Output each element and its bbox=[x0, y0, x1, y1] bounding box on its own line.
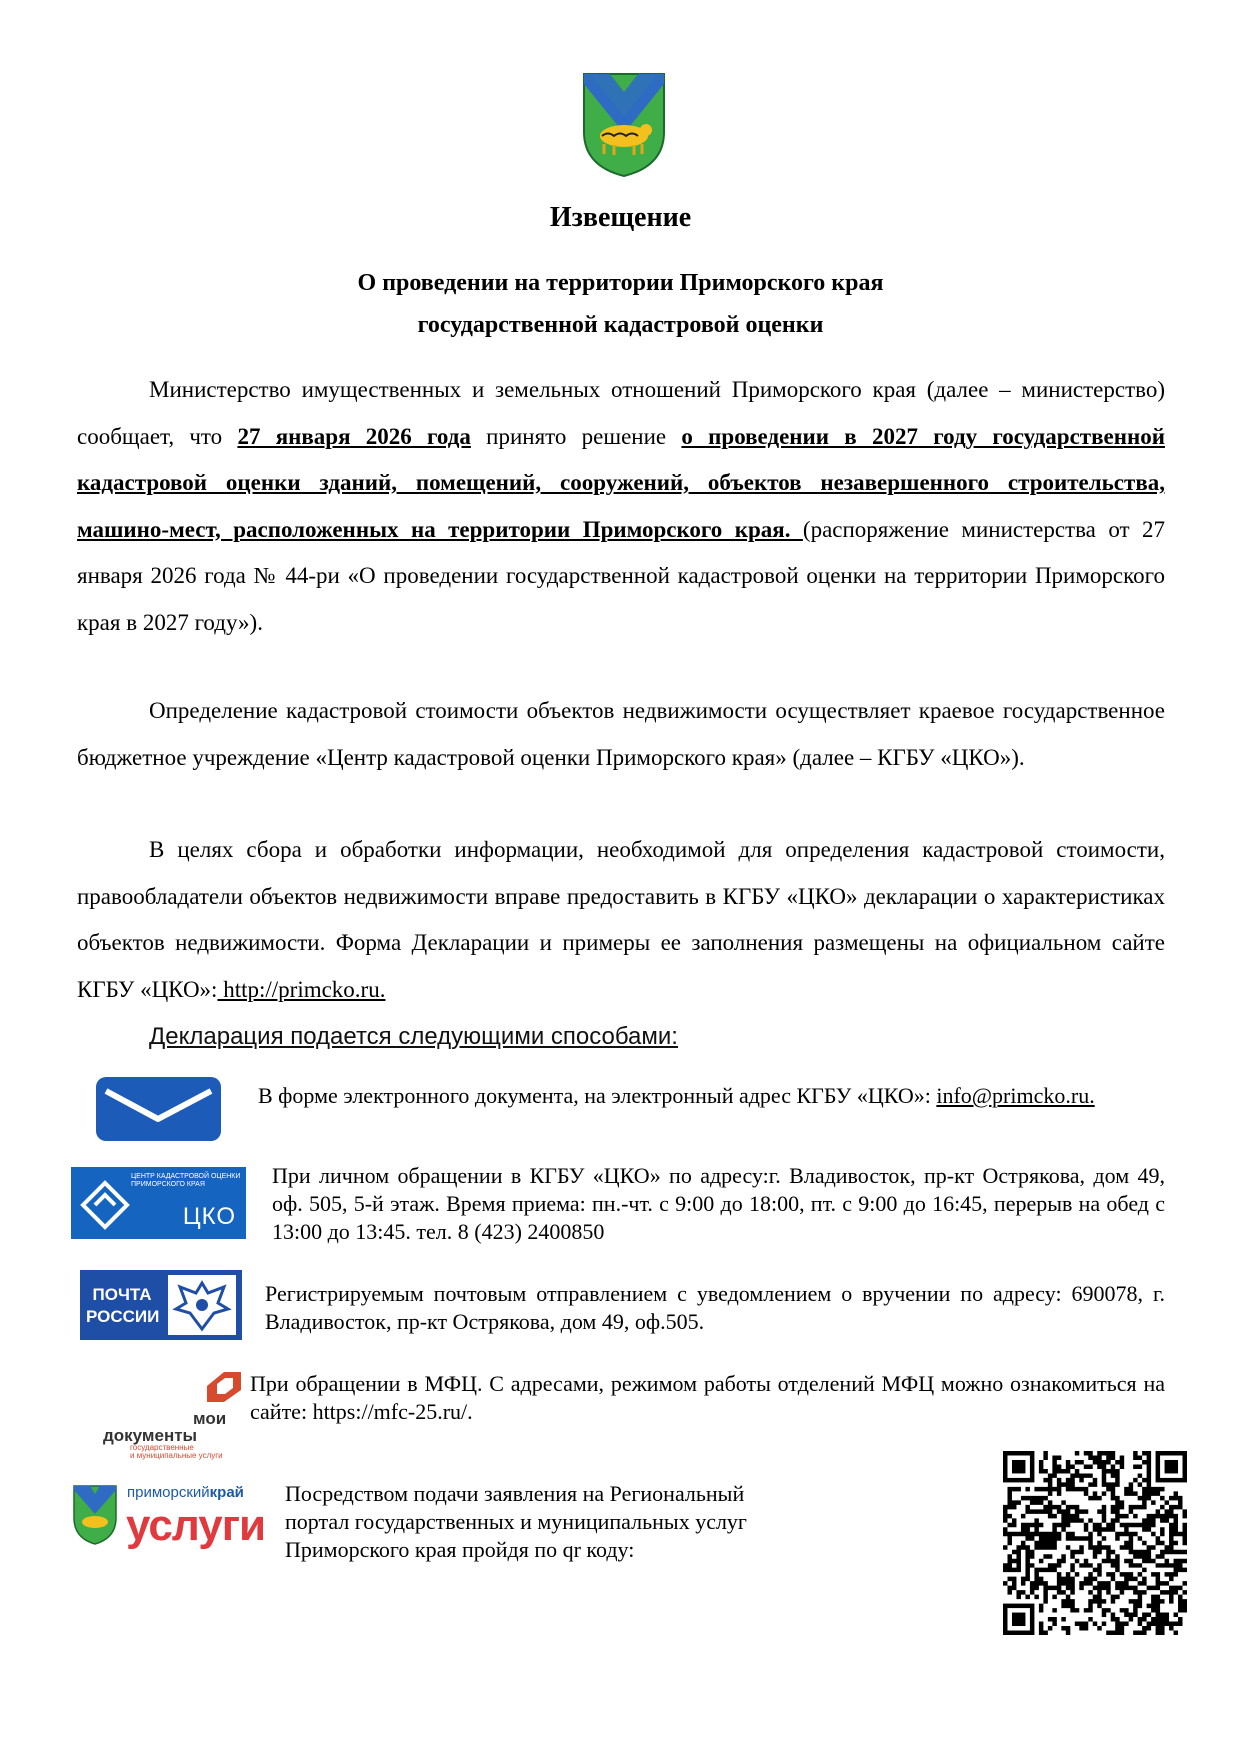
email-address-link[interactable]: info@primcko.ru. bbox=[936, 1083, 1095, 1108]
subtitle-line-2: государственной кадастровой оценки bbox=[417, 312, 824, 338]
paragraph-cko-info: Определение кадастровой стоимости объектов недвижимости осуществляет краевое государственное бюджетное учреждение «Центр кадастровой оценки Приморского края» (далее – КГБУ «ЦКО»). bbox=[77, 698, 1165, 770]
method-mfc: При обращении в МФЦ. С адресами, режимом работы отделений МФЦ можно ознакомиться на сайте: https://mfc-25.ru/. bbox=[250, 1371, 1165, 1424]
uslugi-region-word-1: приморский bbox=[127, 1484, 210, 1501]
paragraph-decision bbox=[77, 367, 1165, 646]
p1-middle: принято решение bbox=[470, 423, 682, 449]
pochta-word-1: ПОЧТА bbox=[92, 1285, 152, 1304]
moi-dokumenty-logo bbox=[95, 1370, 260, 1460]
methods-heading: Декларация подается следующими способами: bbox=[149, 1023, 678, 1050]
p1-order-reference: (распоряжение министерства от 27 января 2026 года № 44-ри «О проведении государственной кадастровой оценки на территории Приморского края в 2027 году»). bbox=[77, 516, 1165, 635]
cko-diamond-icon bbox=[79, 1179, 131, 1231]
paragraph-declarations bbox=[77, 827, 1165, 1013]
method-personal-visit: При личном обращении в КГБУ «ЦКО» по адресу:г. Владивосток, пр-кт Острякова, дом 49, оф. 505, 5-й этаж. Время приема: пн.-чт. с 9:00 до 18:00, пт. с 9:00 до 16:45, перерыв на обед с 13:00 до 13:45. тел. 8 (423) 2400850 bbox=[272, 1163, 1165, 1244]
moi-tagline-line-1: государственные bbox=[130, 1443, 194, 1452]
email-method-text: В форме электронного документа, на электронный адрес КГБУ «ЦКО»: bbox=[258, 1083, 937, 1108]
envelope-icon bbox=[96, 1077, 221, 1141]
moi-word: мои bbox=[193, 1409, 227, 1428]
primorsky-uslugi-logo bbox=[72, 1484, 272, 1559]
decision-date: 27 января 2026 года bbox=[237, 423, 471, 449]
pochta-wordmark bbox=[86, 1284, 158, 1328]
cko-logo-caption bbox=[131, 1173, 240, 1189]
p3-text: В целях сбора и обработки информации, необходимой для определения кадастровой стоимости, правообладатели объектов недвижимости вправе предоставить в КГБУ «ЦКО» декларации о характеристиках объектов недвижимости. Форма Декларации и примеры ее заполнения размещены на официальном сайте КГБУ «ЦКО»: bbox=[77, 837, 1165, 1002]
notice-subtitle bbox=[0, 262, 1241, 346]
dokumenty-word: документы bbox=[103, 1426, 198, 1445]
primcko-website-link[interactable]: http://primcko.ru. bbox=[217, 976, 386, 1002]
primorsky-coat-icon bbox=[72, 1484, 118, 1546]
moi-dokumenty-tagline bbox=[130, 1444, 223, 1460]
pochta-eagle-icon bbox=[168, 1275, 236, 1335]
moi-dokumenty-wordmark bbox=[103, 1410, 226, 1444]
qr-finder-square bbox=[1158, 1453, 1185, 1480]
moi-dokumenty-icon bbox=[205, 1370, 243, 1404]
decision-subject: о проведении в 2027 году государственной кадастровой оценки зданий, помещений, сооружений, объектов незавершенного строительства, машино-мест, расположенных на территории Приморского края. bbox=[77, 423, 1165, 542]
cko-logo bbox=[71, 1167, 246, 1239]
cko-logo-wordmark: ЦКО bbox=[182, 1203, 236, 1230]
uslugi-region-word-2: край bbox=[209, 1484, 244, 1501]
moi-tagline-line-2: и муниципальные услуги bbox=[130, 1451, 223, 1460]
qr-finder-square bbox=[1005, 1606, 1032, 1633]
uslugi-region-caption bbox=[127, 1484, 244, 1501]
p1-intro: Министерство имущественных и земельных отношений Приморского края (далее – министерство) сообщает, что bbox=[77, 377, 1165, 449]
method-portal: Посредством подачи заявления на Региональный портал государственных и муниципальных услуг Приморского края пройдя по qr коду: bbox=[285, 1481, 747, 1562]
portal-qr-code[interactable] bbox=[1003, 1451, 1187, 1635]
method-email bbox=[258, 1082, 1165, 1110]
subtitle-line-1: О проведении на территории Приморского края bbox=[357, 270, 884, 296]
cko-caption-line-2: ПРИМОРСКОГО КРАЯ bbox=[131, 1181, 205, 1188]
qr-finder-square bbox=[1005, 1453, 1032, 1480]
pochta-word-2: РОССИИ bbox=[86, 1307, 160, 1326]
coat-of-arms-emblem bbox=[580, 70, 668, 180]
notice-title: Извещение bbox=[549, 202, 692, 233]
cko-caption-line-1: ЦЕНТР КАДАСТРОВОЙ ОЦЕНКИ bbox=[131, 1173, 241, 1180]
uslugi-wordmark: услуги bbox=[126, 1501, 266, 1550]
method-post: Регистрируемым почтовым отправлением с уведомлением о вручении по адресу: 690078, г. Владивосток, пр-кт Острякова, дом 49, оф.505. bbox=[265, 1281, 1165, 1334]
pochta-rossii-logo bbox=[80, 1270, 242, 1340]
